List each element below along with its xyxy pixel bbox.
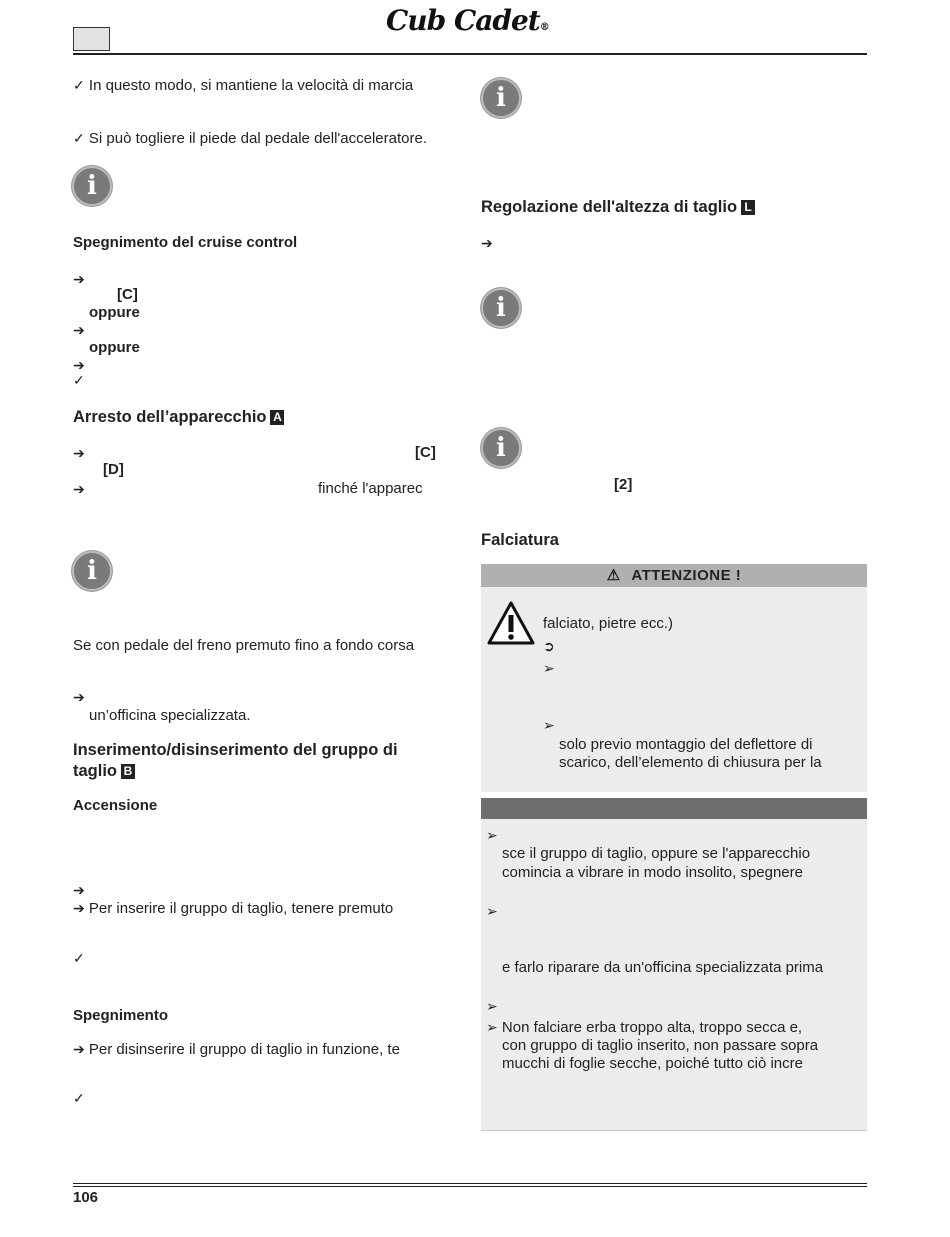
language-tab [73,27,110,51]
cruise-off-heading: Spegnimento del cruise control [73,234,298,251]
arrow-icon: ➔ [73,689,85,705]
info-icon: i [481,288,521,328]
info-icon: i [481,78,521,118]
ref-c: [C] [117,286,138,303]
info-icon: i [481,428,521,468]
footer-rule [73,1186,867,1187]
check-icon: ✓ [73,130,85,146]
arrow-icon: ➔ [73,900,85,916]
warning-line: solo previo montaggio del deflettore di [559,736,813,753]
pointer-icon: ➢ [486,1019,498,1035]
info-icon: i [72,551,112,591]
figure-letter: A [270,410,284,425]
ref-2: [2] [614,476,633,493]
check-icon: ✓ [73,950,85,966]
pointer-icon: ➢ [486,998,498,1014]
figure-letter: B [121,764,135,779]
switch-off-heading: Spegnimento [73,1007,169,1024]
arrow-icon: ➔ [73,481,85,497]
warning-header: ⚠ ATTENZIONE ! [481,564,867,587]
arrow-icon: ➔ [73,882,85,898]
arrow-icon: ➔ [73,271,85,287]
page-number: 106 [73,1189,99,1206]
check-icon: ✓ [73,77,85,93]
check-icon: ✓ [73,1090,85,1106]
pointer-icon: ➢ [543,717,555,733]
pointer-icon: ➢ [486,903,498,919]
check-icon: ✓ [73,372,85,388]
pointer-icon: ➢ [486,827,498,843]
cut-height-heading: Regolazione dell'altezza di taglio L [481,197,755,218]
figure-letter: L [741,200,755,215]
arrow-icon: ➔ [73,445,85,461]
switch-on-heading: Accensione [73,797,158,814]
ref-c: [C] [415,444,436,461]
insert-text: ➔ Per inserire il gruppo di taglio, tenere premuto [73,900,394,917]
header-rule [73,53,867,55]
note-item: ➢ Non falciare erba troppo alta, troppo secca e, [486,1019,803,1036]
workshop-text: un’officina specializzata. [89,707,251,724]
warning-line: scarico, dell’elemento di chiusura per la [559,754,822,771]
info-icon: i [72,166,112,206]
arrow-icon: ➔ [73,357,85,373]
note-line: sce il gruppo di taglio, oppure se l'apparecchio [502,845,811,862]
note-line: con gruppo di taglio inserito, non passare sopra [502,1037,819,1054]
hook-arrow-icon: ➲ [543,638,555,654]
check-item: ✓ Si può togliere il piede dal pedale dell'acceleratore. [73,130,427,147]
arrow-icon: ➔ [73,322,85,338]
brake-text: Se con pedale del freno premuto fino a fondo corsa [73,637,415,654]
ref-d: [D] [103,461,124,478]
note-line: comincia a vibrare in modo insolito, spegnere [502,864,803,881]
note-line: mucchi di foglie secche, poiché tutto ciò incre [502,1055,803,1072]
stop-until-text: finché l'apparec [318,480,423,497]
warning-triangle-icon [487,600,535,646]
cutting-unit-heading: Inserimento/disinserimento del gruppo di taglio B [73,741,398,780]
or-label: oppure [89,304,140,321]
note-header [481,798,867,819]
check-item: ✓ In questo modo, si mantiene la velocità di marcia [73,77,414,94]
pointer-icon: ➢ [543,660,555,676]
note-line: e farlo riparare da un'officina specializzata prima [502,959,824,976]
brand-logo: Cub Cadet® [386,4,549,37]
arrow-icon: ➔ [73,1041,85,1057]
footer-rule [73,1183,867,1184]
arrow-icon: ➔ [481,235,493,251]
warning-icon: ⚠ [606,567,621,584]
stop-heading: Arresto dell’apparecchio A [73,407,284,428]
or-label: oppure [89,339,140,356]
mowing-heading: Falciatura [481,531,559,549]
disinsert-text: ➔ Per disinserire il gruppo di taglio in funzione, te [73,1041,400,1058]
warning-line: falciato, pietre ecc.) [543,615,674,632]
